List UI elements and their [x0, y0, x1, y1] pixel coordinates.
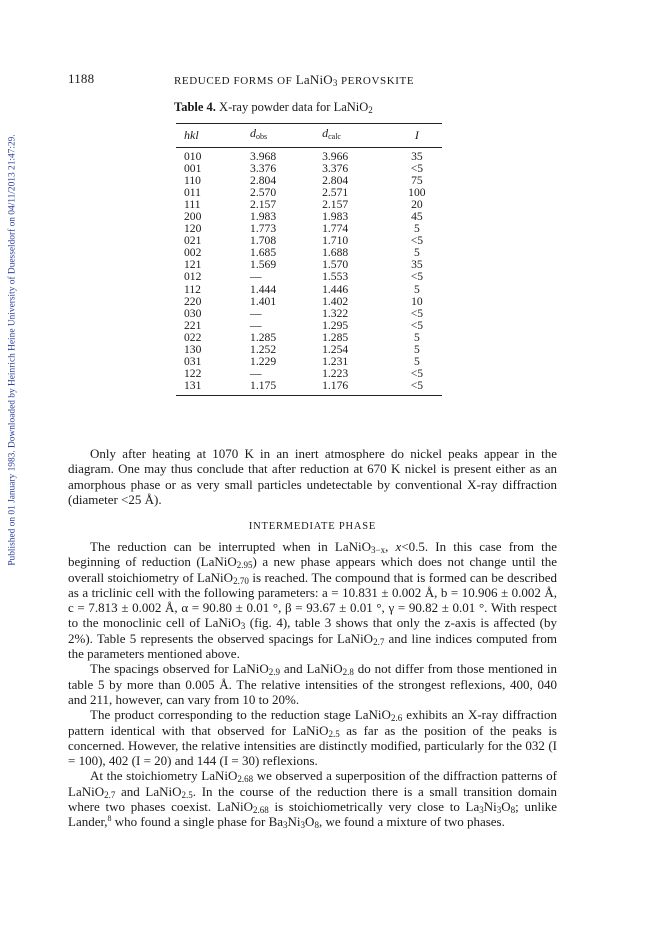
cell-dcalc: 3.966 — [322, 150, 349, 164]
cell-dcalc: 1.402 — [322, 294, 349, 308]
cell-hkl: 021 — [184, 234, 202, 248]
cell-intensity: 5 — [413, 330, 420, 344]
table-row — [176, 308, 442, 320]
cell-intensity: 5 — [413, 282, 420, 296]
cell-intensity: <5 — [410, 270, 424, 284]
cell-hkl: 120 — [184, 222, 202, 236]
cell-hkl: 121 — [184, 258, 202, 272]
cell-intensity: 10 — [411, 294, 423, 308]
cell-hkl: 111 — [184, 198, 201, 212]
cell-dobs: 1.252 — [250, 342, 277, 356]
table-row — [176, 148, 442, 164]
cell-hkl: 030 — [184, 306, 202, 320]
cell-hkl: 221 — [184, 318, 202, 332]
cell-dcalc: 3.376 — [322, 162, 349, 176]
cell-intensity: 5 — [413, 354, 420, 368]
cell-dcalc: 2.571 — [322, 186, 349, 200]
page-number: 1188 — [68, 71, 95, 86]
cell-dcalc: 1.295 — [322, 318, 349, 332]
paragraph-2: The reduction can be interrupted when in LaNiO$_{3-x}$, x<0.5. In this case from the beginning of reduction (LaNiO$_{2.95}$) a new phase appears which does not change until the overall stoichiometry of LaNiO$_{2.70}$ is reached. The compound that is formed can be described as a triclinic cell with the following parameters: a = 10.831 ± 0.002 Å, b = 10.906 ± 0.002 Å, c = 7.813 ± 0.002 Å, α = 90.80 ± 0.01 °, β = 93.67 ± 0.01 °, γ = 90.82 ± 0.01 °. With respect to the monoclinic cell of LaNiO$_3$ (fig. 4), table 3 shows that only the z-axis is affected (by 2%). Table 5 represents the observed spacings for LaNiO$_{2.7}$ and line indices computed from the parameters mentioned above. — [68, 539, 558, 662]
cell-hkl: 112 — [184, 282, 201, 296]
cell-intensity: 45 — [411, 210, 423, 224]
running-head-prefix: REDUCED FORMS OF — [174, 75, 293, 87]
table-row — [176, 235, 442, 247]
cell-dcalc: 1.688 — [322, 246, 349, 260]
cell-intensity: 75 — [411, 174, 423, 188]
cell-intensity: 5 — [413, 246, 420, 260]
cell-dobs: — — [250, 270, 262, 284]
cell-intensity: <5 — [410, 162, 424, 176]
cell-dobs: 2.804 — [250, 174, 277, 188]
cell-hkl: 122 — [184, 366, 202, 380]
cell-intensity: 35 — [411, 258, 423, 272]
table-row — [176, 223, 442, 235]
cell-dobs: — — [250, 318, 262, 332]
running-head-chem: LaNiO$_3$ — [295, 72, 338, 88]
cell-intensity: <5 — [410, 234, 424, 248]
column-header-intensity: I — [392, 124, 442, 148]
cell-hkl: 220 — [184, 294, 202, 308]
cell-dobs: 1.444 — [250, 282, 277, 296]
cell-intensity: <5 — [392, 380, 442, 396]
table-caption — [174, 100, 454, 115]
cell-dobs: 1.401 — [250, 294, 277, 308]
cell-intensity: 20 — [411, 198, 423, 212]
cell-dobs: 2.570 — [250, 186, 277, 200]
cell-dobs: 1.685 — [250, 246, 277, 260]
cell-dcalc: 1.774 — [322, 222, 349, 236]
table-row — [176, 271, 442, 283]
main-text — [68, 539, 557, 830]
table-row — [176, 356, 442, 368]
cell-hkl: 010 — [184, 150, 202, 164]
cell-intensity: <5 — [410, 366, 424, 380]
table-row — [176, 320, 442, 332]
cell-dcalc: 1.254 — [322, 342, 349, 356]
table-title: X-ray powder data for LaNiO$_2$ — [219, 100, 373, 115]
table-row — [176, 332, 442, 344]
cell-hkl: 002 — [184, 246, 202, 260]
table-header-row — [176, 124, 442, 148]
cell-dobs: 1.569 — [250, 258, 277, 272]
cell-dcalc: 1.223 — [322, 366, 349, 380]
cell-intensity: 35 — [411, 150, 423, 164]
column-header-hkl: hkl — [176, 124, 238, 148]
cell-dcalc: 1.553 — [322, 270, 349, 284]
cell-dobs: 1.773 — [250, 222, 277, 236]
paragraph-4: The product corresponding to the reduction stage LaNiO$_{2.6}$ exhibits an X-ray diffraction pattern identical with that observed for LaNiO$_{2.5}$ as far as the position of the peaks is concerned. However, the relative intensities are distinctly modified, particularly for the 032 (I = 100), 402 (I = 20) and 144 (I = 30) reflexions. — [68, 707, 557, 769]
table-row — [176, 199, 442, 211]
cell-dcalc: 2.157 — [322, 198, 349, 212]
cell-intensity: 5 — [413, 222, 420, 236]
table-label: Table 4. — [174, 100, 216, 114]
column-header-dcalc: $d_{calc}$ — [312, 124, 392, 148]
cell-dcalc: 1.322 — [322, 306, 349, 320]
table-row — [176, 211, 442, 223]
cell-hkl: 200 — [184, 210, 202, 224]
cell-dcalc: 1.446 — [322, 282, 349, 296]
table-row — [176, 187, 442, 199]
running-head — [174, 72, 414, 88]
cell-dobs: 1.285 — [250, 330, 277, 344]
table-row — [176, 259, 442, 271]
cell-intensity: 5 — [413, 342, 420, 356]
table-row — [176, 368, 442, 380]
table-row — [176, 380, 442, 396]
table-row — [176, 296, 442, 308]
xray-powder-table — [176, 123, 442, 396]
cell-dobs: 3.968 — [250, 150, 277, 164]
cell-dobs: — — [250, 306, 262, 320]
table-row — [176, 247, 442, 259]
paragraph-5: At the stoichiometry LaNiO$_{2.68}$ we observed a superposition of the diffraction patterns of LaNiO$_{2.7}$ and LaNiO$_{2.5}$. In the course of the reduction there is a small transition domain where two phases coexist. LaNiO$_{2.68}$ is stoichiometrically very close to $La_3Ni_3O_8$; unlike Lander,$^8$ who found a single phase for $Ba_3Ni_3O_8$, we found a mixture of two phases. — [68, 768, 558, 831]
cell-dcalc: 1.231 — [322, 354, 349, 368]
cell-dcalc: 1.983 — [322, 210, 349, 224]
cell-hkl: 012 — [184, 270, 202, 284]
cell-hkl: 110 — [184, 174, 201, 188]
cell-dcalc: 1.285 — [322, 330, 349, 344]
cell-hkl: 131 — [176, 380, 238, 396]
cell-dcalc: 1.710 — [322, 234, 349, 248]
cell-dcalc: 1.570 — [322, 258, 349, 272]
cell-dcalc: 2.804 — [322, 174, 349, 188]
paragraph-1-text: Only after heating at 1070 K in an inert atmosphere do nickel peaks appear in the diagram. One may thus conclude that after reduction at 670 K nickel is present either as an amorphous phase or as very small particles undetectable by conventional X-ray diffraction (diameter <25 Å). — [68, 446, 557, 507]
cell-intensity: <5 — [410, 306, 424, 320]
cell-dobs: 1.229 — [250, 354, 277, 368]
paragraph-1 — [68, 446, 557, 507]
download-watermark — [6, 90, 20, 610]
running-head-suffix: PEROVSKITE — [340, 75, 415, 87]
table-body — [176, 148, 442, 396]
table-row — [176, 284, 442, 296]
cell-intensity: <5 — [410, 318, 424, 332]
cell-dobs: 3.376 — [250, 162, 277, 176]
cell-intensity: 100 — [408, 186, 426, 200]
paragraph-3: The spacings observed for LaNiO$_{2.9}$ and LaNiO$_{2.8}$ do not differ from those mentioned in table 5 by more than 0.005 Å. The relative intensities of the strongest reflexions, 400, 040 and 211, however, can vary from 10 to 20%. — [68, 661, 557, 707]
cell-dobs: 2.157 — [250, 198, 277, 212]
cell-dobs: 1.175 — [238, 380, 312, 396]
cell-hkl: 130 — [184, 342, 202, 356]
cell-dobs: — — [250, 366, 262, 380]
table-row — [176, 163, 442, 175]
cell-dobs: 1.708 — [250, 234, 277, 248]
cell-hkl: 022 — [184, 330, 202, 344]
cell-dobs: 1.983 — [250, 210, 277, 224]
section-heading: INTERMEDIATE PHASE — [248, 521, 377, 532]
column-header-dobs: $d_{obs}$ — [238, 124, 312, 148]
cell-dcalc: 1.176 — [312, 380, 392, 396]
cell-hkl: 031 — [184, 354, 202, 368]
cell-hkl: 001 — [184, 162, 202, 176]
watermark-text[interactable]: Published on 01 January 1983. Downloaded by Heinrich Heine University of Duesseldorf on 04/11/2013 21:47:29. — [8, 134, 19, 566]
cell-hkl: 011 — [184, 186, 201, 200]
table-row — [176, 175, 442, 187]
table-row — [176, 344, 442, 356]
